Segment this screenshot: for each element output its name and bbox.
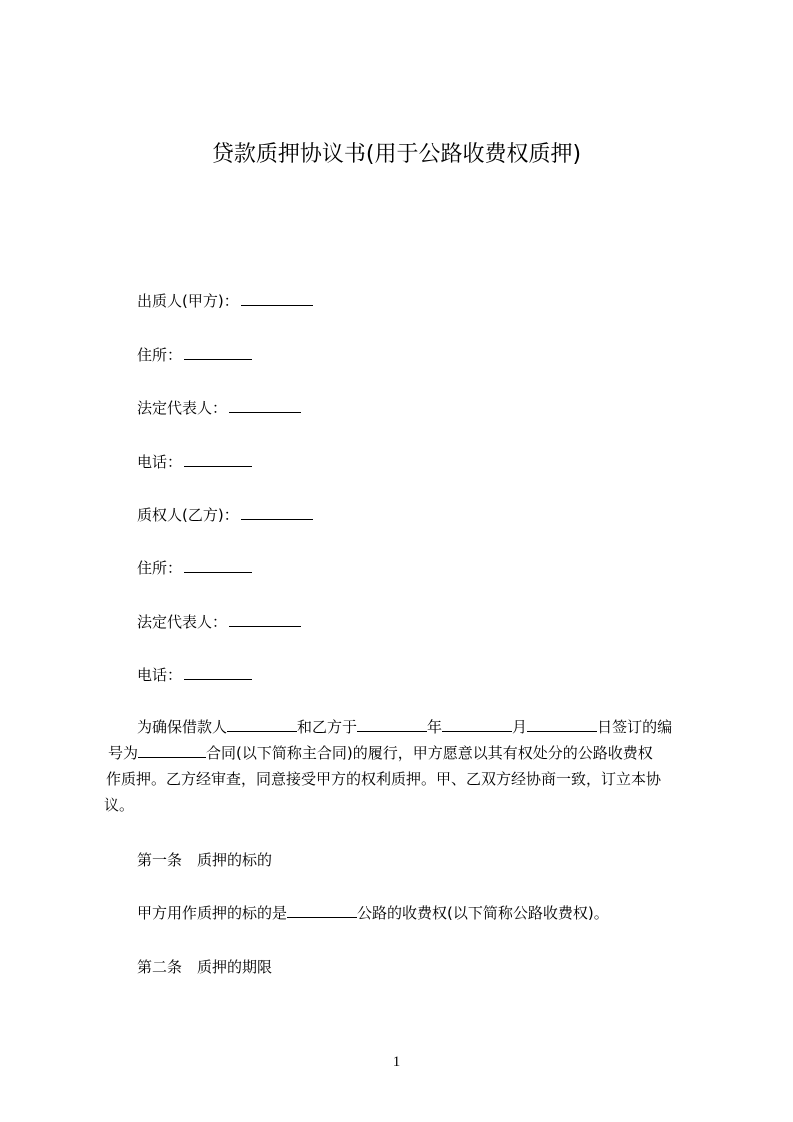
day-blank	[527, 717, 597, 732]
pledgee-address-line	[137, 558, 252, 578]
preamble-seg6: 号为	[108, 744, 139, 762]
pledgor-label: 出质人(甲方)：	[137, 292, 239, 310]
pledgor-address-label: 住所：	[137, 346, 183, 364]
pledgee-rep-line	[137, 612, 301, 632]
article1-text-before: 甲方用作质押的标的是	[137, 904, 288, 922]
month-blank	[442, 717, 512, 732]
pledgee-line	[137, 505, 313, 525]
preamble-seg1: 为确保借款人	[137, 718, 228, 736]
pledgee-rep-blank	[229, 612, 301, 627]
pledgor-rep-blank	[229, 398, 301, 413]
document-title: 贷款质押协议书(用于公路收费权质押)	[211, 142, 582, 167]
pledgee-phone-blank	[184, 665, 252, 680]
page-number: 1	[392, 1054, 401, 1070]
preamble-line-4: 议。	[104, 796, 135, 814]
pledgee-rep-label: 法定代表人：	[137, 613, 228, 631]
preamble-seg3: 年	[427, 718, 443, 736]
year-blank	[357, 717, 427, 732]
pledgor-rep-label: 法定代表人：	[137, 399, 228, 417]
pledgor-phone-blank	[184, 452, 252, 467]
pledgor-address-blank	[184, 345, 252, 360]
preamble-seg7: 合同(以下简称主合同)的履行，甲方愿意以其有权处分的公路收费权	[206, 744, 653, 762]
article1-text	[137, 903, 609, 923]
pledgor-rep-line	[137, 398, 301, 418]
preamble-line-1	[104, 714, 702, 740]
preamble-seg2: 和乙方于	[297, 718, 358, 736]
preamble-seg4: 月	[512, 718, 528, 736]
pledgor-phone-label: 电话：	[137, 453, 183, 471]
article1-text-after: 公路的收费权(以下简称公路收费权)。	[357, 904, 609, 922]
preamble-paragraph	[104, 714, 702, 818]
pledgor-address-line	[137, 345, 252, 365]
pledgee-address-blank	[184, 558, 252, 573]
pledgor-line	[137, 291, 313, 311]
road-name-blank	[287, 903, 357, 918]
pledgee-blank	[241, 505, 313, 520]
article1-heading: 第一条 质押的标的	[137, 851, 273, 869]
preamble-seg5: 日签订的编	[597, 718, 673, 736]
pledgee-label: 质权人(乙方)：	[137, 506, 239, 524]
pledgee-phone-line	[137, 665, 252, 685]
pledgor-phone-line	[137, 452, 252, 472]
pledgee-address-label: 住所：	[137, 559, 183, 577]
borrower-blank	[227, 717, 297, 732]
contract-number-blank	[138, 743, 206, 758]
article2-heading: 第二条 质押的期限	[137, 958, 273, 976]
preamble-line-3: 作质押。乙方经审查，同意接受甲方的权利质押。甲、乙双方经协商一致，订立本协	[106, 770, 662, 788]
pledgor-blank	[241, 291, 313, 306]
pledgee-phone-label: 电话：	[137, 666, 183, 684]
preamble-line-2	[104, 740, 702, 766]
